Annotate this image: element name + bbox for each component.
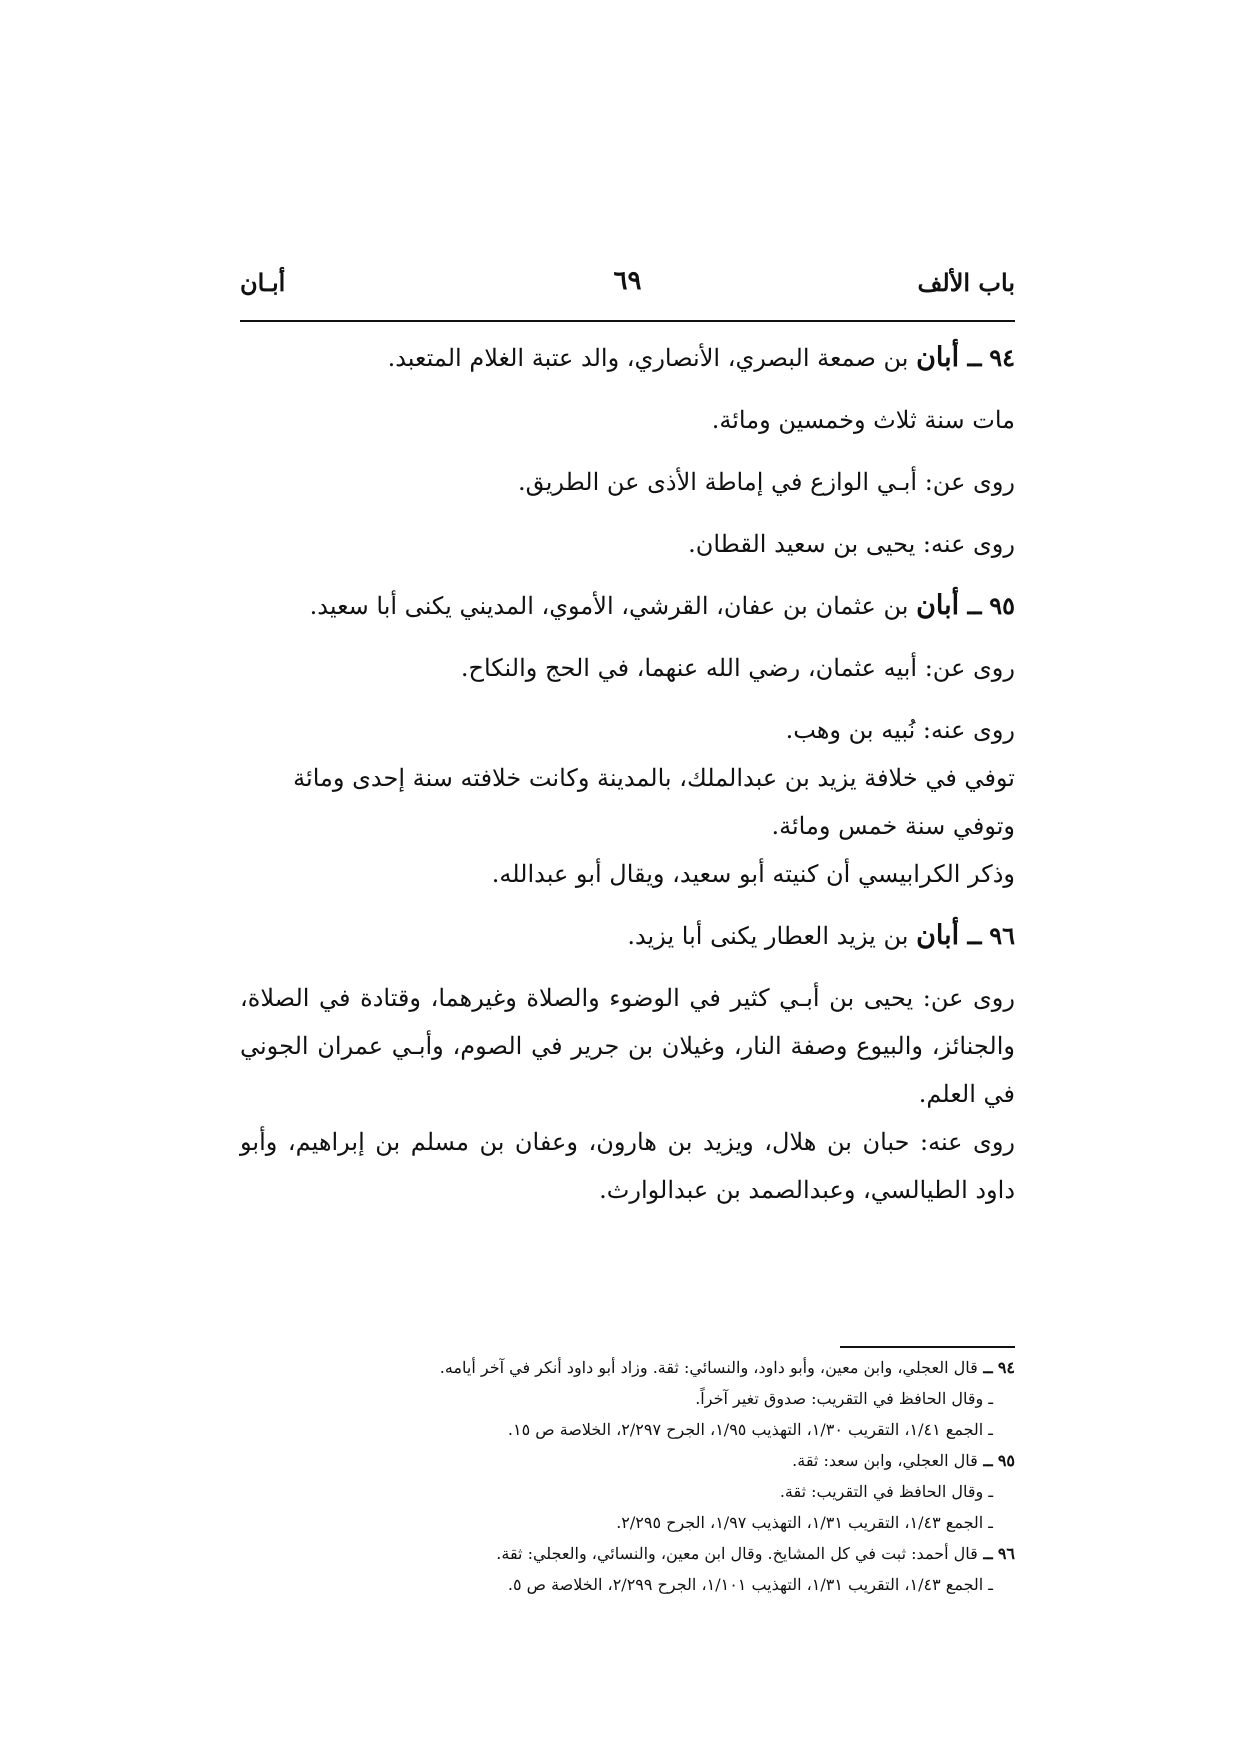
- footnote-text: قال العجلي، وابن معين، وأبو داود، والنسائي: ثقة. وزاد أبو داود أنكر في آخر أيامه.: [439, 1358, 978, 1377]
- entry-heading: ٩٦ ــ أبان بن يزيد العطار يكنى أبا يزيد.: [627, 920, 1015, 951]
- entry-name: أبان: [916, 920, 960, 951]
- entry-line: مات سنة ثلاث وخمسين ومائة.: [711, 406, 1015, 434]
- chapter-title: باب الألف: [917, 268, 1015, 297]
- entry-line: توفي في خلافة يزيد بن عبدالملك، بالمدينة وكانت خلافته سنة إحدى ومائة وتوفي سنة خمس ومائة.: [293, 764, 1015, 840]
- main-text: [240, 334, 1015, 1214]
- entry-number: ٩٤: [989, 343, 1015, 372]
- footnote-line: ـ وقال الحافظ في التقريب: ثقة.: [779, 1482, 993, 1501]
- entry-line: روى عن: يحيى بن أبـي كثير في الوضوء والصلاة وغيرهما، وقتادة في الصلاة، والجنائز، والبيوع وصفة النار، وغيلان بن جرير في الصوم، وأبـي عمران الجوني في العلم.: [240, 984, 1015, 1108]
- footnote-number: ٩٦: [997, 1544, 1015, 1563]
- entry-line: روى عن: أبيه عثمان، رضي الله عنهما، في الحج والنكاح.: [460, 654, 1015, 682]
- entry-name: أبان: [916, 590, 960, 621]
- footnote-line: ٩٤ ــ قال العجلي، وابن معين، وأبو داود، والنسائي: ثقة. وزاد أبو داود أنكر في آخر أيامه.: [439, 1358, 1015, 1377]
- entry-94: [240, 334, 1015, 568]
- footnote-line: ٩٦ ــ قال أحمد: ثبت في كل المشايخ. وقال ابن معين، والنسائي، والعجلي: ثقة.: [496, 1544, 1015, 1563]
- header-rule: [240, 320, 1015, 322]
- footnote-number: ٩٤: [997, 1358, 1015, 1377]
- footnote-number: ٩٥: [997, 1451, 1015, 1470]
- footnote-text: قال أحمد: ثبت في كل المشايخ. وقال ابن معين، والنسائي، والعجلي: ثقة.: [496, 1544, 978, 1563]
- footnote-rule: [840, 1346, 1015, 1348]
- footnote-line: ٩٥ ــ قال العجلي، وابن سعد: ثقة.: [792, 1451, 1015, 1470]
- entry-intro: بن صمعة البصري، الأنصاري، والد عتبة الغلام المتعبد.: [387, 344, 909, 372]
- entry-line: روى عنه: نُبيه بن وهب.: [785, 716, 1015, 744]
- entry-95: [240, 582, 1015, 898]
- footnote-line: ـ الجمع ١/٤١، التقريب ١/٣٠، التهذيب ١/٩٥، الجرح ٢/٢٩٧، الخلاصة ص ١٥.: [507, 1420, 993, 1439]
- entry-line: روى عنه: حبان بن هلال، ويزيد بن هارون، وعفان بن مسلم بن إبراهيم، وأبو داود الطيالسي، وعبدالصمد بن عبدالوارث.: [240, 1128, 1015, 1204]
- entry-heading: ٩٤ ــ أبان بن صمعة البصري، الأنصاري، والد عتبة الغلام المتعبد.: [387, 342, 1015, 373]
- entry-intro: بن عثمان بن عفان، القرشي، الأموي، المديني يكنى أبا سعيد.: [309, 592, 909, 620]
- entry-name: أبان: [916, 342, 960, 373]
- page-header: [240, 266, 1015, 312]
- footnote-line: ـ الجمع ١/٤٣، التقريب ١/٣١، التهذيب ١/١٠١، الجرح ٢/٢٩٩، الخلاصة ص ٥.: [507, 1575, 993, 1594]
- footnotes: [240, 1352, 1015, 1600]
- entry-heading: ٩٥ ــ أبان بن عثمان بن عفان، القرشي، الأموي، المديني يكنى أبا سعيد.: [309, 590, 1015, 621]
- footnote-text: قال العجلي، وابن سعد: ثقة.: [792, 1451, 978, 1470]
- page-number: ٦٩: [613, 266, 642, 296]
- footnote-94: [240, 1352, 1015, 1445]
- footnote-96: [240, 1538, 1015, 1600]
- footnote-line: ـ الجمع ١/٤٣، التقريب ١/٣١، التهذيب ١/٩٧، الجرح ٢/٢٩٥.: [616, 1513, 993, 1532]
- entry-number: ٩٦: [989, 921, 1015, 950]
- footnote-line: ـ وقال الحافظ في التقريب: صدوق تغير آخراً.: [695, 1389, 993, 1408]
- entry-line: روى عن: أبـي الوازع في إماطة الأذى عن الطريق.: [518, 468, 1015, 496]
- running-topic: أبـان: [240, 268, 286, 297]
- entry-intro: بن يزيد العطار يكنى أبا يزيد.: [627, 922, 909, 950]
- footnote-95: [240, 1445, 1015, 1538]
- entry-line: روى عنه: يحيى بن سعيد القطان.: [688, 530, 1015, 558]
- entry-number: ٩٥: [989, 591, 1015, 620]
- entry-96: [240, 912, 1015, 1214]
- entry-line: وذكر الكرابيسي أن كنيته أبو سعيد، ويقال أبو عبدالله.: [491, 860, 1015, 888]
